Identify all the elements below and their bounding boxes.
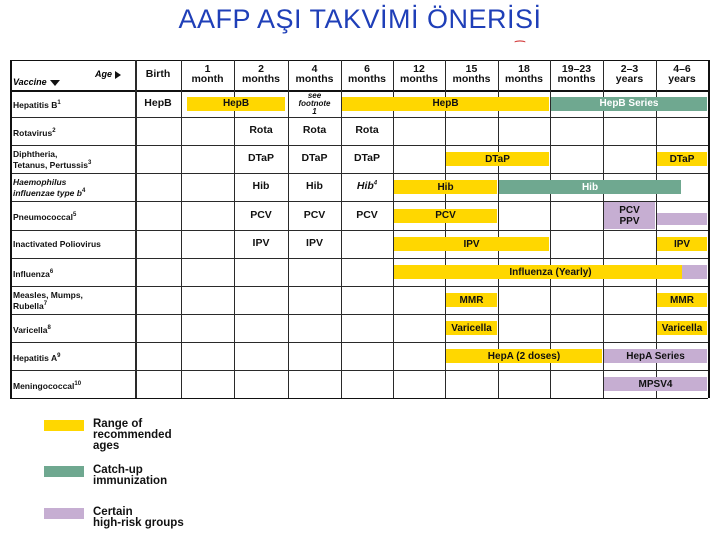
vaccine-name xyxy=(13,240,101,249)
schedule-bar-ipv-4-6 xyxy=(657,237,707,251)
schedule-bar-hepb-series xyxy=(551,97,707,111)
bar-label: PCV xyxy=(435,210,456,221)
schedule-bar-mpsv4 xyxy=(604,377,707,391)
grid-line xyxy=(498,60,499,398)
dose-label-pcv: PCV xyxy=(303,208,326,221)
dose-label-pcv: PCV xyxy=(356,208,378,221)
grid-line xyxy=(393,60,394,398)
schedule-bar-mmr-4-6 xyxy=(657,293,707,307)
grid-line xyxy=(10,398,708,399)
schedule-bar-influenza xyxy=(394,265,707,279)
vaccine-name xyxy=(13,324,51,335)
grid-line xyxy=(341,60,342,398)
legend-label: Catch-up immunization xyxy=(93,464,168,487)
age-header-line: months xyxy=(295,73,334,85)
schedule-bar-hib-12-15 xyxy=(394,180,497,194)
age-header-line: 18 xyxy=(518,63,530,75)
footnote-ref: 3 xyxy=(87,160,92,166)
vaccine-column-header: Vaccine xyxy=(13,77,60,87)
age-header xyxy=(445,64,498,84)
schedule-bar-hib-catchup xyxy=(499,180,681,194)
age-row-header: Age xyxy=(95,69,121,79)
vaccine-name xyxy=(13,211,76,222)
schedule-bar-pcv-ppv xyxy=(604,202,655,229)
schedule-bar-dtap-15-18 xyxy=(446,152,549,166)
vaccine-name-line: Rubella xyxy=(13,300,44,311)
bar-label: MMR xyxy=(670,294,694,306)
dose-label-hepb: HepB xyxy=(144,96,172,109)
age-header-line: Birth xyxy=(145,68,171,80)
age-header xyxy=(603,64,656,84)
bar-label: PCV xyxy=(619,204,640,216)
bar-label: Varicella xyxy=(661,322,703,334)
dose-label-hib: Hib xyxy=(252,180,270,192)
age-header-line: 1 xyxy=(204,63,211,75)
footnote-ref: 6 xyxy=(49,268,54,275)
triangle-down-icon xyxy=(50,80,60,86)
vaccine-name-line: Varicella xyxy=(13,324,48,335)
dose-label-dtap: DTaP xyxy=(301,152,328,164)
bar-label: Hib xyxy=(581,181,599,193)
grid-line xyxy=(656,60,657,398)
footnote-ref: 4 xyxy=(373,180,378,187)
dose-label-rota: Rota xyxy=(249,124,273,136)
bar-label: MPSV4 xyxy=(638,378,673,390)
grid-line xyxy=(234,60,235,398)
vaccine-name-line: Haemophilus xyxy=(13,177,67,187)
grid-line xyxy=(135,60,137,398)
grid-line xyxy=(445,60,446,398)
vaccine-name-line: Hepatitis B xyxy=(13,99,58,110)
schedule-bar-influenza-high-risk xyxy=(682,265,707,279)
grid-line xyxy=(181,60,182,398)
schedule-bar-ipv-6-18 xyxy=(394,237,549,251)
vaccine-name xyxy=(13,127,56,138)
vaccine-name xyxy=(13,380,81,391)
age-header xyxy=(498,64,550,84)
schedule-bar-pcv-high-risk-tail xyxy=(657,213,707,225)
age-header xyxy=(393,64,445,84)
dose-label-ipv: IPV xyxy=(306,237,323,249)
bar-label: IPV xyxy=(463,238,480,250)
vaccine-name xyxy=(13,178,85,198)
bar-label: Varicella xyxy=(451,322,492,334)
age-header-line: months xyxy=(452,73,491,85)
hepb-footnote-note xyxy=(291,92,338,116)
age-header-line: months xyxy=(242,73,280,85)
bar-label: HepB Series xyxy=(599,98,659,109)
slide-title: AAFP AŞI TAKVİMİ ÖNERİSİ xyxy=(178,4,542,34)
grid-line xyxy=(10,60,12,398)
footnote-ref: 9 xyxy=(57,352,61,359)
grid-line xyxy=(603,60,604,398)
vaccine-name-line: Hepatitis A xyxy=(13,352,58,363)
grid-line xyxy=(288,60,289,398)
bar-label: HepA (2 doses) xyxy=(487,350,561,362)
vaccine-name-line: Meningococcal xyxy=(13,380,75,391)
dose-label-dtap: DTaP xyxy=(353,152,381,164)
age-header xyxy=(550,64,603,84)
schedule-bar-hepa-series xyxy=(604,349,707,363)
age-header-line: months xyxy=(557,73,596,85)
legend-label: Range of recommended ages xyxy=(93,418,172,452)
grid-line xyxy=(550,60,551,398)
vaccine-name-line: Diphtheria, xyxy=(13,149,58,159)
bar-label: DTaP xyxy=(669,153,695,165)
age-header-line: 2–3 xyxy=(620,63,639,75)
footnote-ref: 7 xyxy=(43,301,48,307)
age-header-line: months xyxy=(505,73,543,85)
age-header xyxy=(135,69,181,79)
age-header-line: 6 xyxy=(364,63,370,75)
schedule-bar-mmr-12-15 xyxy=(446,293,497,307)
dose-label-hib-italic xyxy=(341,180,393,192)
vaccine-name-line: Inactivated Poliovirus xyxy=(13,238,101,249)
dose-label-hib: Hib xyxy=(306,180,323,192)
footnote-ref: 1 xyxy=(57,100,61,106)
dose-label-ipv: IPV xyxy=(252,237,270,249)
age-header-line: years xyxy=(668,73,696,85)
dose-label-pcv: PCV xyxy=(250,208,272,221)
bar-label: HepB xyxy=(432,98,459,109)
age-header-line: 4–6 xyxy=(673,63,691,75)
footnote-ref: 4 xyxy=(81,188,86,194)
legend-label: Certain high-risk groups xyxy=(93,506,184,529)
bar-label: Hib xyxy=(437,181,454,193)
footnote-ref: 10 xyxy=(74,380,82,387)
age-header xyxy=(288,64,341,84)
bar-label: IPV xyxy=(673,238,691,250)
bar-label: Influenza (Yearly) xyxy=(509,266,592,278)
bar-label: HepB xyxy=(222,98,250,109)
age-header-line: years xyxy=(615,73,644,85)
age-header-line: 12 xyxy=(413,63,425,75)
footnote-ref: 5 xyxy=(73,212,77,218)
schedule-bar-dtap-4-6 xyxy=(657,152,707,166)
vaccine-name-line: Pneumococcal xyxy=(13,211,73,222)
footnote-line: footnote xyxy=(298,99,331,108)
age-header xyxy=(181,64,234,84)
vaccine-name xyxy=(13,352,60,363)
footnote-ref: 8 xyxy=(47,324,51,331)
age-header-line: months xyxy=(400,73,438,85)
bar-label: MMR xyxy=(459,294,484,306)
age-header-line: 19–23 xyxy=(561,63,592,75)
dose-label-rota: Rota xyxy=(302,124,327,136)
footnote-line: see xyxy=(307,91,322,100)
schedule-bar-varicella-4-6 xyxy=(657,321,707,335)
vaccine-name-line: Tetanus, Pertussis xyxy=(13,159,88,170)
vaccine-name xyxy=(13,99,61,110)
vaccine-name-line: Influenza xyxy=(13,268,50,279)
triangle-right-icon xyxy=(115,71,121,79)
age-header-line: month xyxy=(191,73,224,85)
vaccine-name xyxy=(13,268,53,279)
dose-label-dtap: DTaP xyxy=(247,152,275,164)
footnote-line: 1 xyxy=(312,107,317,116)
age-header-line: 15 xyxy=(465,63,478,75)
bar-label: PPV xyxy=(619,215,640,227)
bar-label: HepA Series xyxy=(626,350,685,362)
age-header-line: 4 xyxy=(311,63,318,75)
schedule-bar-pcv-12-15 xyxy=(394,209,497,223)
age-header-line: 2 xyxy=(258,63,264,75)
legend-swatch xyxy=(44,420,84,431)
schedule-bar-hepb-1-2 xyxy=(187,97,285,111)
schedule-bar-hepa-2doses xyxy=(446,349,602,363)
grid-line xyxy=(708,60,710,398)
legend-swatch xyxy=(44,466,84,477)
footnote-ref: 2 xyxy=(52,127,56,134)
age-header-line: months xyxy=(348,73,386,85)
vaccine-name-line: influenzae type b xyxy=(13,187,82,198)
dose-label-rota: Rota xyxy=(355,124,379,136)
vaccine-name-line: Rotavirus xyxy=(13,127,53,138)
vaccine-name xyxy=(13,291,83,311)
red-decoration-icon: ⁀ xyxy=(515,41,525,55)
age-header xyxy=(656,64,708,84)
schedule-bar-varicella-12-15 xyxy=(446,321,497,335)
legend-swatch xyxy=(44,508,84,519)
schedule-bar-hepb-6-18 xyxy=(342,97,549,111)
vaccine-name-line: Measles, Mumps, xyxy=(13,290,83,300)
age-header xyxy=(234,64,288,84)
bar-label: DTaP xyxy=(485,153,510,165)
immunization-schedule-table xyxy=(10,60,710,400)
vaccine-name xyxy=(13,150,91,170)
age-header xyxy=(341,64,393,84)
hib-italic-text: Hib xyxy=(356,180,374,192)
